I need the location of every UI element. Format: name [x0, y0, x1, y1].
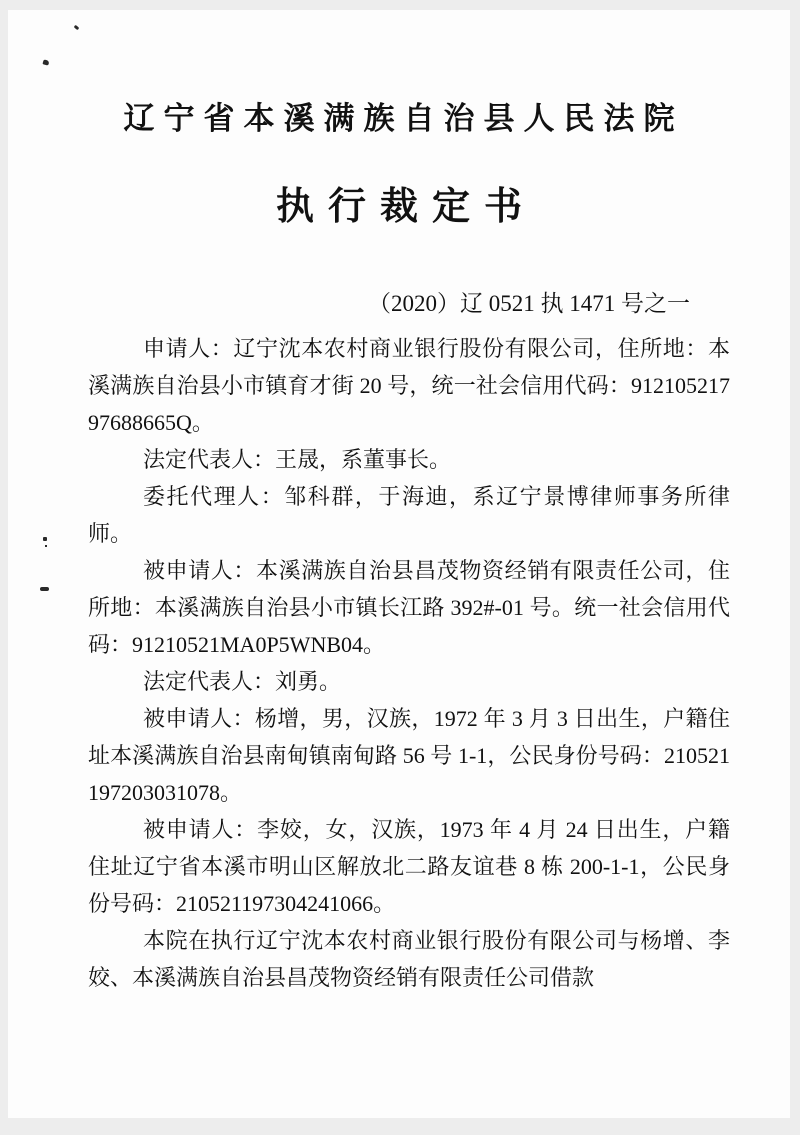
case-number: （2020）辽 0521 执 1471 号之一 [368, 291, 690, 316]
para-respondent-company-legal-rep: 法定代表人：刘勇。 [143, 669, 342, 694]
scan-artifact [42, 59, 49, 65]
para-applicant-legal-rep: 法定代表人：王晟，系董事长。 [143, 447, 452, 472]
scan-artifact [74, 25, 80, 31]
document-body [88, 330, 730, 996]
para-respondent-yangzeng: 被申请人：杨增，男，汉族，1972 年 3 月 3 日出生，户籍住址本溪满族自治县南甸镇南甸路 56 号 1-1，公民身份号码：210521197203031078。 [88, 706, 730, 805]
scan-artifact [43, 537, 47, 541]
para-entrusted-agents: 委托代理人：邹科群，于海迪，系辽宁景博律师事务所律师。 [88, 484, 730, 546]
para-applicant: 申请人：辽宁沈本农村商业银行股份有限公司，住所地：本溪满族自治县小市镇育才街 20 号，统一社会信用代码：91210521797688665Q。 [88, 336, 730, 435]
scan-artifact [40, 587, 49, 591]
para-case-background: 本院在执行辽宁沈本农村商业银行股份有限公司与杨增、李姣、本溪满族自治县昌茂物资经销有限责任公司借款 [88, 928, 730, 990]
document-title: 执行裁定书 [275, 186, 536, 228]
court-name: 辽宁省本溪满族自治县人民法院 [123, 101, 684, 136]
para-respondent-lijiao: 被申请人：李姣，女，汉族，1973 年 4 月 24 日出生，户籍住址辽宁省本溪市明山区解放北二路友谊巷 8 栋 200-1-1，公民身份号码：210521197304241066。 [88, 817, 730, 916]
para-respondent-company: 被申请人：本溪满族自治县昌茂物资经销有限责任公司，住所地：本溪满族自治县小市镇长江路 392#-01 号。统一社会信用代码：91210521MA0P5WNB04。 [88, 558, 730, 657]
document-page [8, 10, 790, 1118]
